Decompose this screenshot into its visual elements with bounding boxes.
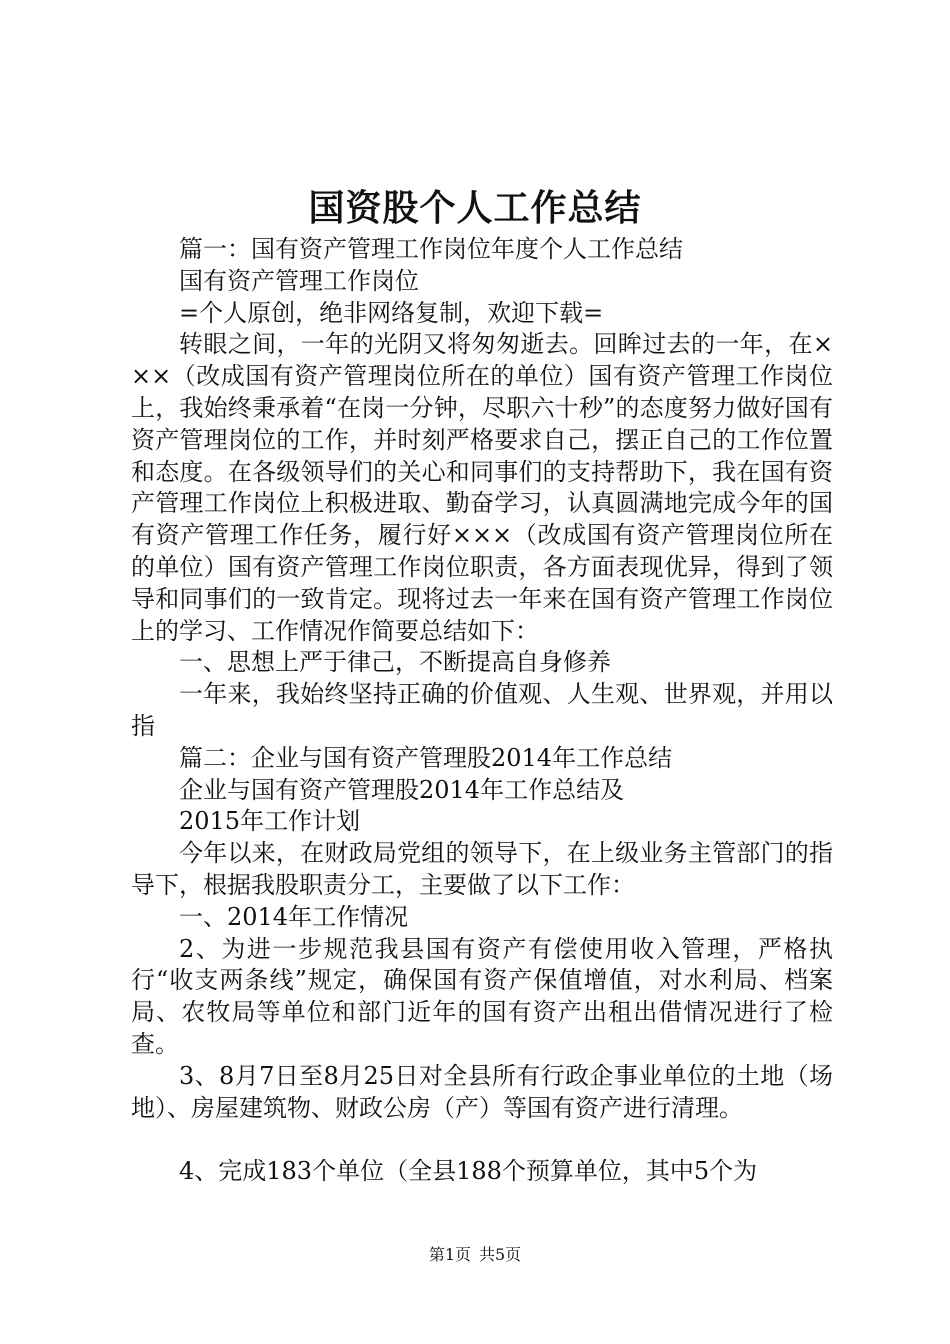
- document-body: [131, 234, 833, 1188]
- paragraph: 转眼之间，一年的光阴又将匆匆逝去。回眸过去的一年，在×××（改成国有资产管理岗位所在的单位）国有资产管理工作岗位上，我始终秉承着“在岗一分钟，尽职六十秒”的态度努力做好国有资产管理岗位的工作，并时刻严格要求自己，摆正自己的工作位置和态度。在各级领导们的关心和同事们的支持帮助下，我在国有资产管理工作岗位上积极进取、勤奋学习，认真圆满地完成今年的国有资产管理工作任务，履行好×××（改成国有资产管理岗位所在的单位）国有资产管理工作岗位职责，各方面表现优异，得到了领导和同事们的一致肯定。现将过去一年来在国有资产管理工作岗位上的学习、工作情况作简要总结如下：: [131, 330, 833, 645]
- paragraph: 4、完成183个单位（全县188个预算单位，其中5个为: [179, 1157, 758, 1186]
- paragraph: =个人原创，绝非网络复制，欢迎下载=: [179, 298, 604, 327]
- paragraph: 国有资产管理工作岗位: [179, 266, 419, 295]
- paragraph: 2、为进一步规范我县国有资产有偿使用收入管理，严格执行“收支两条线”规定，确保国有资产保值增值，对水利局、档案局、农牧局等单位和部门近年的国有资产出租出借情况进行了检查。: [131, 934, 833, 1058]
- paragraph: 今年以来，在财政局党组的领导下，在上级业务主管部门的指导下，根据我股职责分工，主要做了以下工作：: [131, 839, 833, 899]
- paragraph: 企业与国有资产管理股2014年工作总结及: [179, 775, 625, 804]
- paragraph: 3、8月7日至8月25日对全县所有行政企事业单位的土地（场地）、房屋建筑物、财政公房（产）等国有资产进行清理。: [131, 1061, 833, 1122]
- paragraph: 2015年工作计划: [179, 807, 361, 836]
- page-footer: [0, 1244, 950, 1266]
- paragraph: 一、2014年工作情况: [179, 902, 409, 931]
- paragraph: 一年来，我始终坚持正确的价值观、人生观、世界观，并用以指: [131, 680, 833, 740]
- paragraph: 一、思想上严于律己，不断提高自身修养: [179, 648, 611, 677]
- paragraph: 篇二：企业与国有资产管理股2014年工作总结: [179, 743, 673, 772]
- paragraph: 篇一：国有资产管理工作岗位年度个人工作总结: [179, 235, 683, 263]
- page-number: 第1页: [428, 1245, 471, 1264]
- page-total: 共5页: [479, 1245, 522, 1264]
- document-title: 国资股个人工作总结: [308, 187, 642, 229]
